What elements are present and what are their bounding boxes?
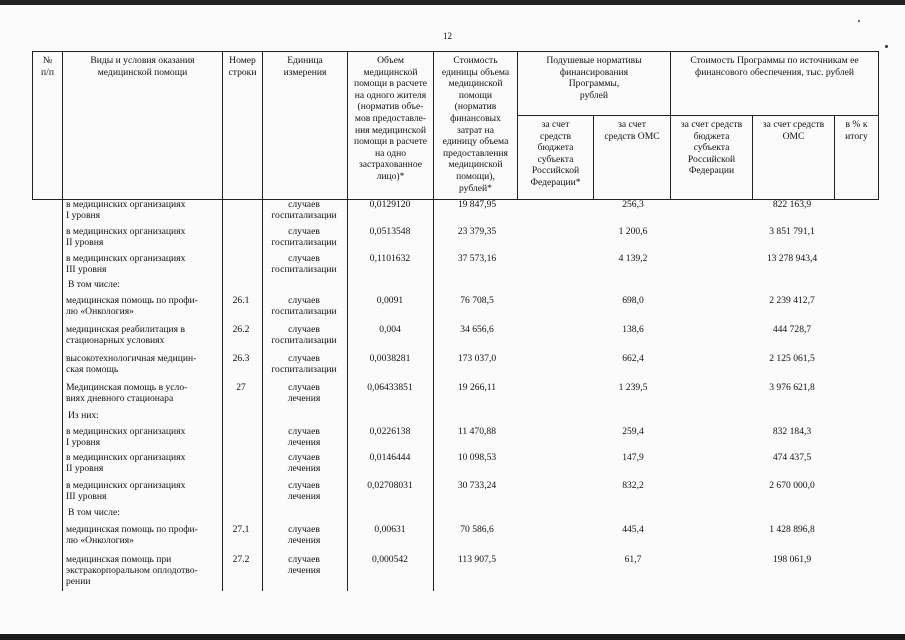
- cell-care-type: в медицинских организациях II уровня: [66, 452, 186, 474]
- cell-volume: 0,1101632: [369, 253, 411, 264]
- cell-volume: 0,0091: [376, 295, 404, 306]
- cell-unit-cost: 23 379,35: [457, 226, 497, 237]
- cell-unit-cost: 30 733,24: [457, 480, 497, 491]
- header-volume: Объем медицинской помощи в расчете на одного жителя (норматив объе- мов предоставле- ния медицинской помощи в расчете на одно застрахованное лицо)*: [353, 55, 428, 182]
- cell-unit: случаев госпитализации: [271, 324, 337, 346]
- cell-care-type: Медицинская помощь в усло- виях дневного стационара: [66, 382, 188, 404]
- cell-unit-cost: 173 037,0: [457, 353, 497, 364]
- header-program-cost: Стоимость Программы по источникам ее финансового обеспечения, тыс. рублей: [690, 55, 859, 78]
- header-per-capita-oms: за счет средств ОМС: [604, 119, 660, 142]
- cell-cost-oms: 3 851 791,1: [769, 226, 815, 237]
- header-cost-percent: в % к итогу: [845, 119, 868, 142]
- cell-care-type: в медицинских организациях I уровня: [66, 199, 186, 221]
- cell-cost-oms: 444 728,7: [772, 324, 812, 335]
- scan-top-edge: [0, 0, 905, 5]
- cell-care-type: медицинская реабилитация в стационарных условиях: [66, 324, 186, 346]
- cell-unit: случаев лечения: [287, 524, 321, 546]
- cell-row-number: 26.1: [232, 295, 250, 306]
- cell-cost-oms: 1 428 896,8: [769, 524, 815, 535]
- cell-unit: случаев госпитализации: [271, 253, 337, 275]
- cell-care-type: в медицинских организациях I уровня: [66, 426, 186, 448]
- cell-volume: 0,0038281: [369, 353, 411, 364]
- cell-cost-oms: 2 239 412,7: [769, 295, 815, 306]
- cell-per-capita-oms: 1 200,6: [618, 226, 648, 237]
- header-unit: Единица измерения: [283, 55, 327, 78]
- cell-group-label: В том числе:: [68, 279, 120, 290]
- cell-row-number: 27: [236, 382, 246, 393]
- cell-unit-cost: 10 098,53: [457, 452, 497, 463]
- cell-per-capita-oms: 1 239,5: [618, 382, 648, 393]
- cell-per-capita-oms: 138,6: [622, 324, 644, 335]
- cell-volume: 0,000542: [372, 554, 408, 565]
- cell-cost-oms: 2 670 000,0: [769, 480, 815, 491]
- cell-per-capita-oms: 445,4: [622, 524, 644, 535]
- cell-cost-oms: 822 163,9: [772, 199, 812, 210]
- cell-unit-cost: 113 907,5: [457, 554, 497, 565]
- cell-care-type: высокотехнологичная медицин- ская помощь: [66, 353, 197, 375]
- cell-care-type: в медицинских организациях III уровня: [66, 480, 186, 502]
- header-cost-oms: за счет средств ОМС: [762, 119, 825, 142]
- cell-care-type: медицинская помощь по профи- лю «Онкология»: [66, 524, 198, 546]
- header-per-capita-budget: за счет средств бюджета субъекта Российской Федерации*: [530, 119, 581, 188]
- cell-row-number: 26.3: [232, 353, 250, 364]
- cell-unit: случаев лечения: [287, 426, 321, 448]
- scan-speck: [885, 45, 888, 48]
- header-care-type: Виды и условия оказания медицинской помощи: [90, 55, 195, 78]
- cell-unit-cost: 11 470,88: [457, 426, 497, 437]
- cell-unit-cost: 19 847,95: [457, 199, 497, 210]
- cell-unit: случаев лечения: [287, 382, 321, 404]
- cell-volume: 0,0226138: [369, 426, 411, 437]
- cell-cost-oms: 198 061,9: [772, 554, 812, 565]
- header-unit-cost: Стоимость единицы объема медицинской помощи (норматив финансовых затрат на единицу объема предоставления медицинской помощи), рублей*: [441, 55, 510, 194]
- cell-unit-cost: 37 573,16: [457, 253, 497, 264]
- scan-speck: [858, 20, 860, 22]
- cell-group-label: В том числе:: [68, 507, 120, 518]
- cell-care-type: медицинская помощь по профи- лю «Онкология»: [66, 295, 198, 317]
- cell-care-type: в медицинских организациях II уровня: [66, 226, 186, 248]
- cell-volume: 0,0146444: [369, 452, 411, 463]
- cell-unit: случаев лечения: [287, 480, 321, 502]
- cell-cost-oms: 3 976 621,8: [769, 382, 815, 393]
- header-row-number: Номер строки: [228, 55, 257, 78]
- cell-unit-cost: 70 586,6: [460, 524, 494, 535]
- page-number: 12: [443, 31, 452, 41]
- cell-per-capita-oms: 256,3: [622, 199, 644, 210]
- cell-row-number: 26.2: [232, 324, 250, 335]
- cell-volume: 0,0513548: [369, 226, 411, 237]
- cell-unit: случаев лечения: [287, 452, 321, 474]
- cell-volume: 0,06433851: [367, 382, 413, 393]
- cell-row-number: 27.2: [232, 554, 250, 565]
- cell-per-capita-oms: 4 139,2: [618, 253, 648, 264]
- header-per-capita: Подушевые нормативы финансирования Программы, рублей: [546, 55, 642, 101]
- cell-row-number: 27.1: [232, 524, 250, 535]
- cell-care-type: в медицинских организациях III уровня: [66, 253, 186, 275]
- cell-cost-oms: 13 278 943,4: [766, 253, 818, 264]
- header-cost-budget: за счет средств бюджета субъекта Российской Федерации: [680, 119, 743, 177]
- cell-unit: случаев госпитализации: [271, 199, 337, 221]
- cell-unit: случаев госпитализации: [271, 353, 337, 375]
- cell-care-type: медицинская помощь при экстракорпоральном оплодотво- рении: [66, 554, 198, 587]
- cell-unit: случаев лечения: [287, 554, 321, 576]
- cell-unit-cost: 34 656,6: [460, 324, 494, 335]
- header-number: № п/п: [41, 55, 54, 78]
- cell-cost-oms: 832 184,3: [772, 426, 812, 437]
- cell-unit-cost: 76 708,5: [460, 295, 494, 306]
- cell-cost-oms: 2 125 061,5: [769, 353, 815, 364]
- cell-unit: случаев госпитализации: [271, 226, 337, 248]
- cell-volume: 0,00631: [374, 524, 406, 535]
- cell-group-label: Из них:: [68, 410, 99, 421]
- cell-volume: 0,0129120: [369, 199, 411, 210]
- cell-unit: случаев госпитализации: [271, 295, 337, 317]
- cell-cost-oms: 474 437,5: [772, 452, 812, 463]
- cell-per-capita-oms: 61,7: [624, 554, 642, 565]
- cell-per-capita-oms: 259,4: [622, 426, 644, 437]
- cell-unit-cost: 19 266,11: [457, 382, 497, 393]
- cell-per-capita-oms: 662,4: [622, 353, 644, 364]
- scan-bottom-edge: [0, 634, 905, 640]
- cell-per-capita-oms: 698,0: [622, 295, 644, 306]
- cell-volume: 0,02708031: [367, 480, 413, 491]
- cell-volume: 0,004: [379, 324, 401, 335]
- cell-per-capita-oms: 832,2: [622, 480, 644, 491]
- cell-per-capita-oms: 147,9: [622, 452, 644, 463]
